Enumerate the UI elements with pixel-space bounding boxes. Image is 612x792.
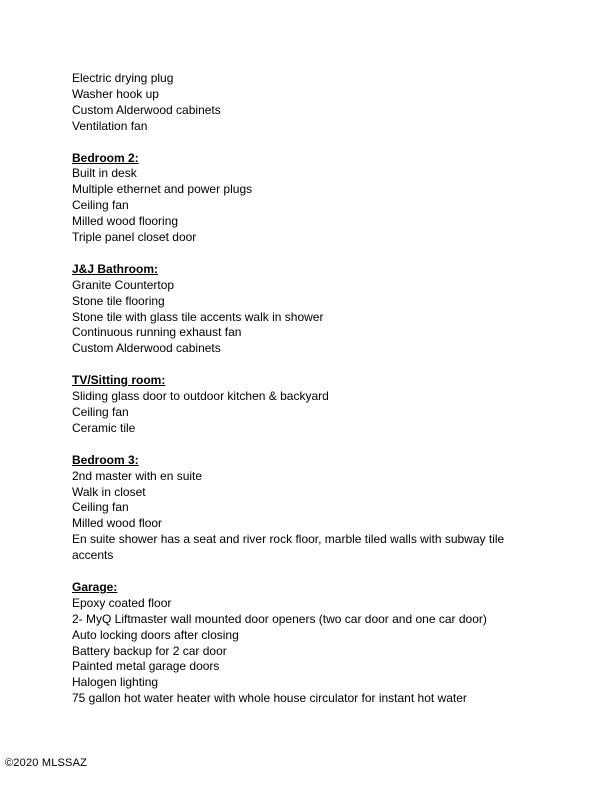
list-item: Painted metal garage doors: [72, 659, 220, 674]
list-item: En suite shower has a seat and river rock floor, marble tiled walls with subway tile accents: [72, 532, 505, 563]
list-item: Stone tile with glass tile accents walk in shower: [72, 309, 324, 324]
list-item: Epoxy coated floor: [72, 595, 172, 610]
list-item: 2- MyQ Liftmaster wall mounted door openers (two car door and one car door): [72, 611, 487, 626]
list-item: Custom Alderwood cabinets: [72, 341, 221, 356]
section-heading: J&J Bathroom:: [72, 261, 159, 276]
list-item: Built in desk: [72, 166, 137, 181]
list-item: Milled wood flooring: [72, 214, 179, 229]
section-tv-sitting-room: [72, 373, 542, 437]
list-item: Halogen lighting: [72, 675, 159, 690]
list-item: Stone tile flooring: [72, 293, 165, 308]
list-item: Multiple ethernet and power plugs: [72, 182, 253, 197]
list-item: Ceiling fan: [72, 500, 129, 515]
list-item: Walk in closet: [72, 484, 146, 499]
list-item: 75 gallon hot water heater with whole house circulator for instant hot water: [72, 691, 467, 706]
section-heading: Garage:: [72, 579, 118, 594]
section-bedroom-2: [72, 151, 542, 246]
list-item: Auto locking doors after closing: [72, 627, 239, 642]
list-item: Washer hook up: [72, 86, 159, 101]
list-item: Milled wood floor: [72, 516, 163, 531]
list-item: Battery backup for 2 car door: [72, 643, 227, 658]
list-item: Granite Countertop: [72, 277, 175, 292]
list-item: Electric drying plug: [72, 71, 174, 85]
document-body: [72, 71, 542, 707]
section-heading: TV/Sitting room:: [72, 373, 166, 388]
copyright-footer: ©2020 MLSSAZ: [5, 757, 88, 769]
list-item: Custom Alderwood cabinets: [72, 102, 221, 117]
list-item: 2nd master with en suite: [72, 468, 203, 483]
list-item: Ceramic tile: [72, 420, 136, 435]
section-garage: [72, 580, 542, 707]
list-item: Continuous running exhaust fan: [72, 325, 242, 340]
intro-list: [72, 71, 542, 135]
list-item: Ventilation fan: [72, 118, 148, 133]
list-item: Sliding glass door to outdoor kitchen & backyard: [72, 389, 329, 404]
section-heading: Bedroom 3:: [72, 452, 139, 467]
section-bedroom-3: [72, 453, 542, 564]
section-jj-bathroom: [72, 262, 542, 357]
list-item: Ceiling fan: [72, 198, 129, 213]
list-item: Ceiling fan: [72, 404, 129, 419]
section-heading: Bedroom 2:: [72, 150, 139, 165]
list-item: Triple panel closet door: [72, 230, 197, 245]
